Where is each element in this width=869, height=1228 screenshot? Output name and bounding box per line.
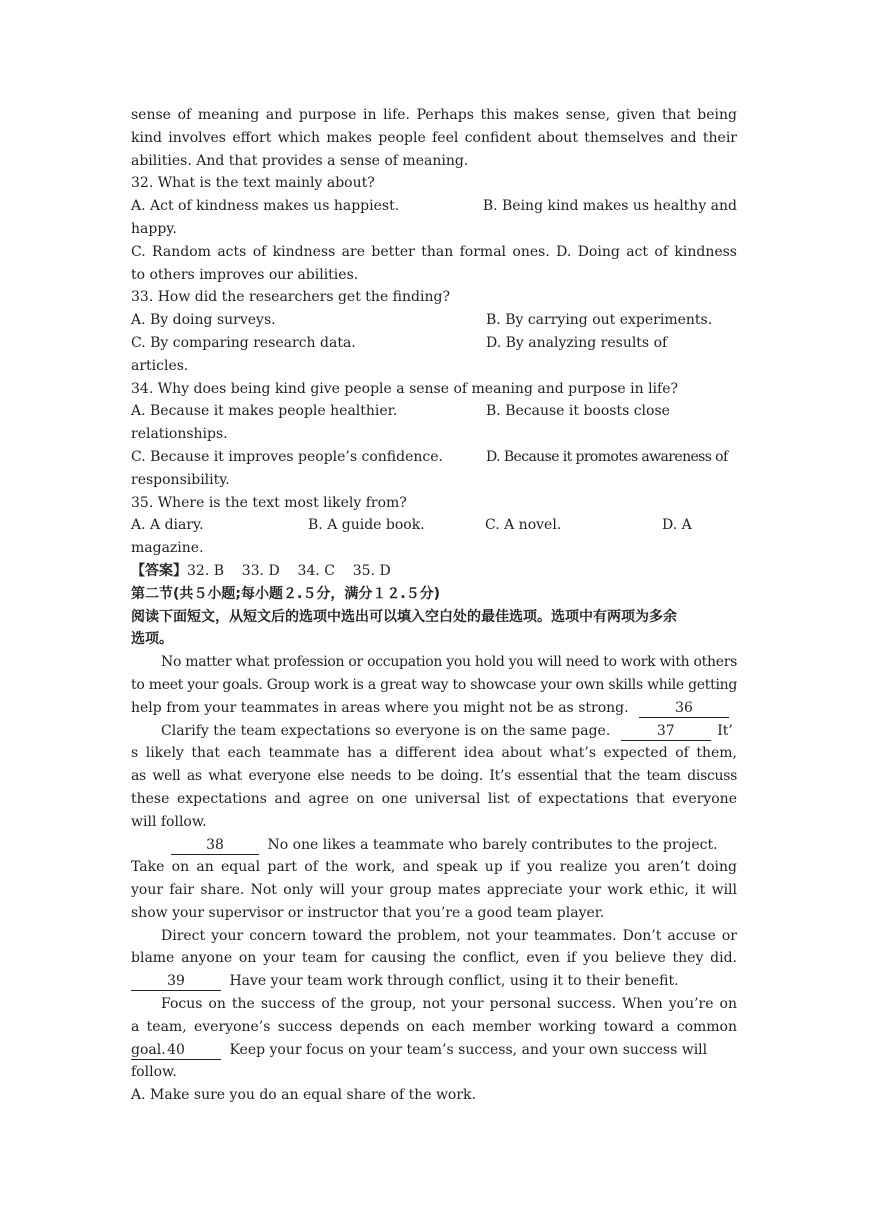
q32-options-ab: [131, 195, 737, 218]
q33-stem: 33. How did the researchers get the finding?: [131, 289, 450, 306]
q33-options-ab: [131, 309, 737, 332]
q32-option-d-cont: to others improves our abilities.: [131, 266, 359, 283]
passage-p1-line-1: No matter what profession or occupation you hold you will need to work with others: [161, 654, 737, 671]
q35-option-d-cont: magazine.: [131, 540, 204, 557]
section-heading: 第二节(共５小题;每小题２.５分，满分１２.５分): [131, 585, 441, 602]
answer-text: 32. B 33. D 34. C 35. D: [187, 562, 391, 579]
q35-option-b: B. A guide book.: [308, 517, 425, 534]
intro-line-1: sense of meaning and purpose in life. Perhaps this makes sense, given that being: [131, 107, 737, 123]
answer-line: [131, 560, 737, 583]
q34-option-a: A. Because it makes people healthier.: [131, 403, 398, 420]
passage-p2-text-b: It’: [717, 722, 733, 739]
q33-option-d-cont: articles.: [131, 357, 189, 374]
q33-option-c: C. By comparing research data.: [131, 334, 356, 351]
q35-options: [131, 514, 737, 537]
q35-option-a: A. A diary.: [131, 517, 204, 534]
passage-p3-line-3: your fair share. Not only will your group mates appreciate your work ethic, it will: [131, 882, 737, 899]
q35-option-d: D. A: [662, 517, 692, 534]
passage-p5-line-1: Focus on the success of the group, not your personal success. When you’re on: [161, 996, 737, 1013]
q32-option-a: A. Act of kindness makes us happiest.: [131, 198, 400, 215]
q34-options-ab: [131, 400, 737, 423]
q33-option-b: B. By carrying out experiments.: [486, 312, 713, 329]
passage-p5-line-4: follow.: [131, 1064, 177, 1081]
passage-p1-line-2: to meet your goals. Group work is a great way to showcase your own skills while getting: [131, 676, 737, 693]
section-instruction-1: 阅读下面短文，从短文后的选项中选出可以填入空白处的最佳选项。选项中有两项为多余: [131, 608, 677, 625]
q33-option-d: D. By analyzing results of: [486, 334, 668, 351]
q34-stem: 34. Why does being kind give people a sense of meaning and purpose in life?: [131, 380, 678, 397]
q32-stem: 32. What is the text mainly about?: [131, 175, 375, 192]
document-page: [131, 104, 737, 1107]
blank-36[interactable]: 36: [639, 699, 729, 718]
q35-stem: 35. Where is the text most likely from?: [131, 494, 407, 511]
passage-p5-text: Keep your focus on your team’s success, and your own success will: [229, 1041, 708, 1058]
passage-p2-line-4: these expectations and agree on one universal list of expectations that everyone: [131, 790, 737, 807]
blank-38[interactable]: 38: [171, 836, 259, 855]
intro-line-2: kind involves effort which makes people feel confident about themselves and their: [131, 129, 737, 146]
blank-39[interactable]: 39: [131, 972, 221, 991]
q34-option-b-cont: relationships.: [131, 426, 228, 443]
q34-options-cd: [131, 446, 737, 469]
passage-p2-line-1: [131, 720, 737, 743]
passage-p1-line-3: [131, 697, 737, 720]
answer-label: 【答案】: [131, 562, 187, 579]
q32-option-b-cont: happy.: [131, 220, 177, 237]
option-a: A. Make sure you do an equal share of the work.: [131, 1087, 476, 1104]
q32-options-cd: C. Random acts of kindness are better than formal ones. D. Doing act of kindness: [131, 243, 737, 260]
passage-p2-line-3: as well as what everyone else needs to be doing. It’s essential that the team discuss: [131, 768, 737, 785]
passage-p3-text: No one likes a teammate who barely contributes to the project.: [267, 836, 718, 853]
passage-p5-line-3: [131, 1039, 737, 1062]
section-instruction-2: 选项。: [131, 631, 173, 648]
blank-40[interactable]: 40: [131, 1041, 221, 1060]
passage-p2-line-2: s likely that each teammate has a different idea about what’s expected of them,: [131, 745, 737, 762]
passage-p2-text-a: Clarify the team expectations so everyone is on the same page.: [161, 722, 611, 739]
q33-option-a: A. By doing surveys.: [131, 312, 276, 329]
q34-option-c: C. Because it improves people’s confidence.: [131, 448, 443, 465]
passage-p3-line-1: [131, 834, 737, 857]
q33-options-cd: [131, 332, 737, 355]
q32-option-b: B. Being kind makes us healthy and: [482, 198, 737, 215]
passage-p4-line-2: blame anyone on your team for causing the conflict, even if you believe they did.: [131, 950, 737, 967]
passage-p1-text: help from your teammates in areas where you might not be as strong.: [131, 699, 629, 716]
q34-option-d: D. Because it promotes awareness of: [486, 448, 728, 465]
passage-p4-line-3: [131, 970, 737, 993]
q34-option-d-cont: responsibility.: [131, 471, 230, 488]
passage-p3-line-4: show your supervisor or instructor that you’re a good team player.: [131, 904, 605, 921]
q34-option-b: B. Because it boosts close: [486, 403, 670, 420]
passage-p4-text: Have your team work through conflict, using it to their benefit.: [229, 973, 679, 990]
q35-option-c: C. A novel.: [485, 517, 562, 534]
blank-37[interactable]: 37: [621, 722, 711, 741]
passage-p5-line-2: a team, everyone’s success depends on each member working toward a common goal.: [131, 1018, 737, 1058]
passage-p3-line-2: Take on an equal part of the work, and speak up if you realize you aren’t doing: [131, 859, 737, 876]
passage-p2-line-5: will follow.: [131, 813, 207, 830]
intro-line-3: abilities. And that provides a sense of meaning.: [131, 152, 469, 169]
passage-p4-line-1: Direct your concern toward the problem, not your teammates. Don’t accuse or: [161, 927, 737, 944]
